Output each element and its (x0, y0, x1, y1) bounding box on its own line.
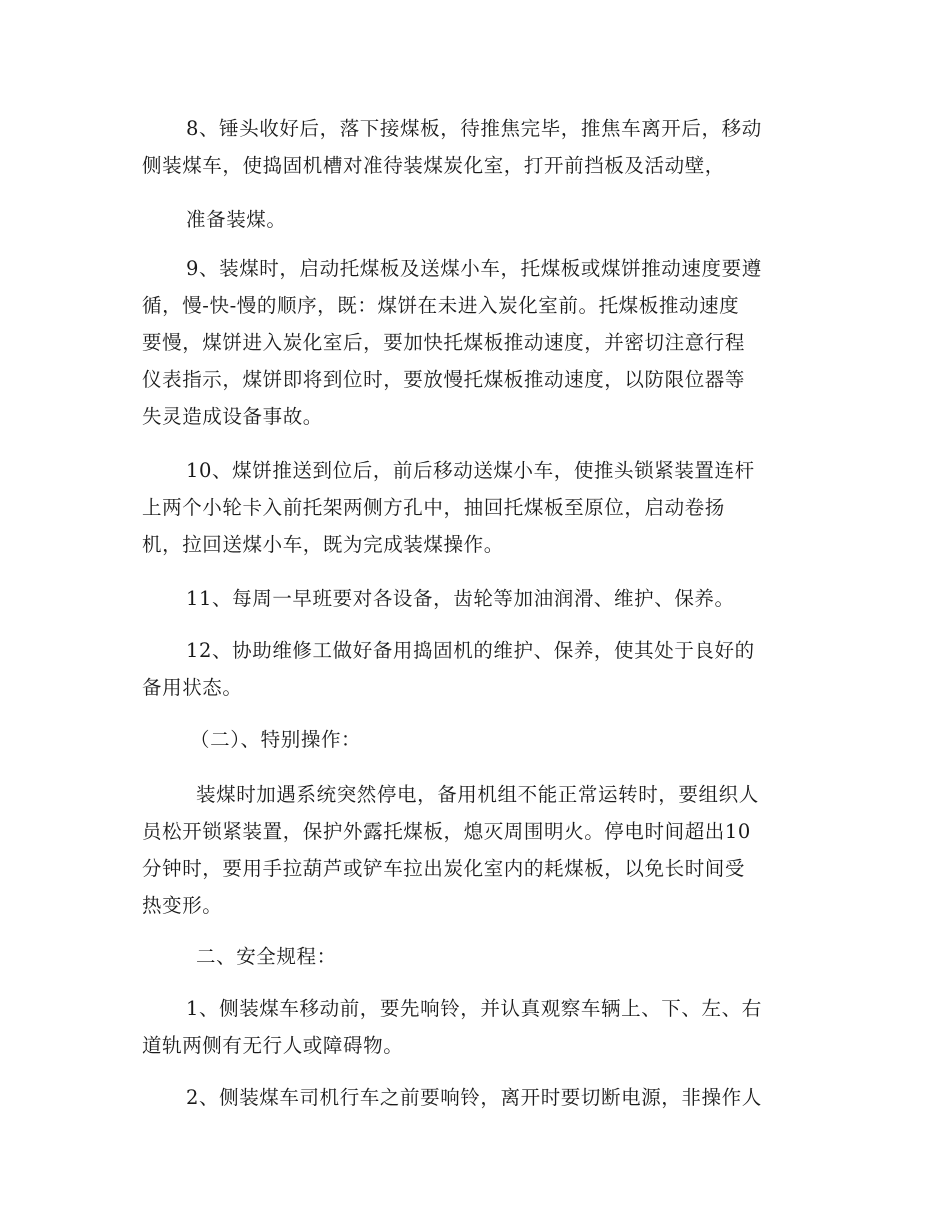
text-line: 上两个小轮卡入前托架两侧方孔中，抽回托煤板至原位，启动卷扬 (142, 496, 725, 519)
paragraph-power-outage (142, 776, 802, 924)
text-line: 道轨两侧有无行人或障碍物。 (142, 1034, 404, 1057)
text-line: （二）、特别操作： (190, 728, 362, 751)
text-line: 1、侧装煤车移动前，要先响铃，并认真观察车辆上、下、左、右 (186, 997, 762, 1020)
text-line: 分钟时，要用手拉葫芦或铲车拉出炭化室内的耗煤板，以免长时间受 (142, 857, 746, 880)
text-line: 失灵造成设备事故。 (142, 405, 323, 428)
text-line: 热变形。 (142, 894, 223, 917)
text-line: 10、煤饼推送到位后，前后移动送煤小车，使推头锁紧装置连杆 (186, 459, 755, 482)
text-line: 二、安全规程： (196, 945, 337, 968)
paragraph-item-11 (142, 580, 802, 617)
text-line: 仪表指示，煤饼即将到位时，要放慢托煤板推动速度，以防限位器等 (142, 368, 746, 391)
text-line: 9、装煤时，启动托煤板及送煤小车，托煤板或煤饼推动速度要遵 (186, 257, 762, 280)
section-heading-safety-rules (142, 938, 802, 975)
paragraph-continuation (142, 201, 802, 238)
text-line: 装煤时加遇系统突然停电，备用机组不能正常运转时，要组织人 (196, 783, 759, 806)
text-line: 员松开锁紧装置，保护外露托煤板，熄灭周围明火。停电时间超出10 (142, 820, 751, 843)
section-heading-special-operation (142, 721, 802, 758)
text-line: 12、协助维修工做好备用捣固机的维护、保养，使其处于良好的 (186, 639, 755, 662)
text-line: 2、侧装煤车司机行车之前要响铃，离开时要切断电源，非操作人 (186, 1086, 762, 1109)
text-line: 准备装煤。 (186, 208, 287, 231)
paragraph-safety-2 (142, 1079, 802, 1116)
paragraph-item-9 (142, 250, 802, 435)
text-line: 循，慢-快-慢的顺序，既：煤饼在未进入炭化室前。托煤板推动速度 (142, 294, 740, 317)
paragraph-item-8 (142, 110, 802, 184)
text-line: 8、锤头收好后，落下接煤板，待推焦完毕，推焦车离开后，移动 (186, 117, 762, 140)
text-line: 侧装煤车，使捣固机槽对准待装煤炭化室，打开前挡板及活动壁， (142, 154, 725, 177)
text-line: 要慢，煤饼进入炭化室后，要加快托煤板推动速度，并密切注意行程 (142, 331, 746, 354)
text-line: 11、每周一早班要对各设备，齿轮等加油润滑、维护、保养。 (186, 587, 735, 610)
paragraph-safety-1 (142, 990, 802, 1064)
paragraph-item-12 (142, 632, 802, 706)
text-line: 备用状态。 (142, 676, 243, 699)
paragraph-item-10 (142, 452, 802, 563)
text-line: 机，拉回送煤小车，既为完成装煤操作。 (142, 533, 504, 556)
